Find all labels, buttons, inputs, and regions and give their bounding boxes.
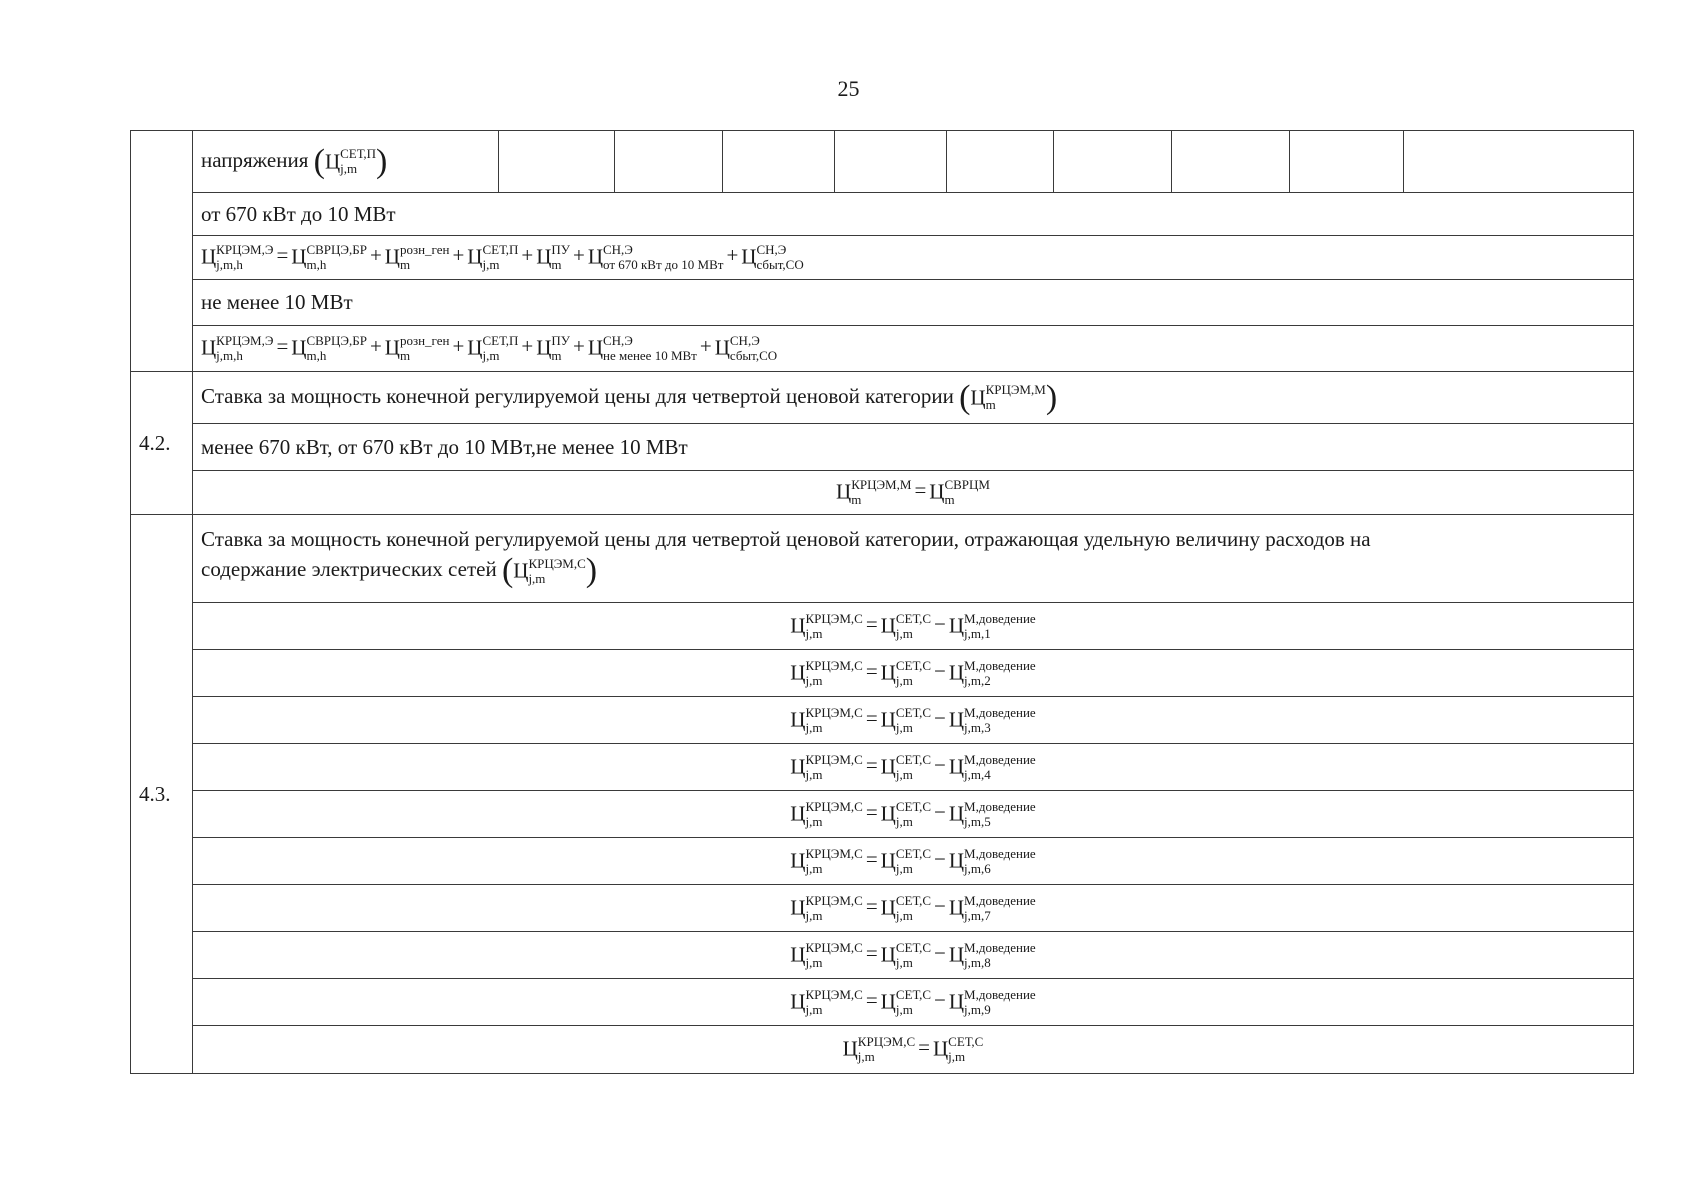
row-formula-a (131, 236, 1634, 280)
section-4-3-text-line2: содержание электрических сетей (201, 556, 497, 581)
formula-4-3-1: Ц КРЦЭМ,С j,m = Ц СЕТ,С j,m − Ц М,доведение j,m,1 (193, 603, 1634, 650)
empty-number-cell (131, 131, 193, 372)
cell-4-3-heading (193, 515, 1634, 603)
section-number-4-3: 4.3. (131, 515, 193, 1074)
row-not-less-10 (131, 280, 1634, 326)
row-4-3-formula-7 (131, 885, 1634, 932)
price-table (130, 130, 1634, 1074)
formula-a: Ц КРЦЭМ,Э j,m,h = Ц СВРЦЭ,БР m,h + Ц розн_ген m + Ц СЕТ,П j,m + Ц ПУ m + Ц СН,Э от 670 кВт до 10 МВт + Ц СН,Э сбыт,СО (193, 236, 1634, 280)
formula-4-3-3: Ц КРЦЭМ,С j,m = Ц СЕТ,С j,m − Ц М,доведение j,m,3 (193, 697, 1634, 744)
napryazheniya-text: напряжения (201, 147, 309, 172)
empty-cell (1172, 131, 1290, 193)
formula-set-p: (Ц СЕТ,П j,m ) (313, 142, 388, 180)
row-4-3-formula-4 (131, 744, 1634, 791)
empty-cell (1404, 131, 1634, 193)
empty-cell (1290, 131, 1404, 193)
row-4-3-formula-1 (131, 603, 1634, 650)
formula-4-2-symbol: (Ц КРЦЭМ,М m ) (959, 378, 1058, 416)
formula-4-3-final: Ц КРЦЭМ,С j,m = Ц СЕТ,С j,m (193, 1026, 1634, 1074)
empty-cell (723, 131, 835, 193)
row-4-2-subtext (131, 424, 1634, 471)
empty-cell (499, 131, 615, 193)
empty-cell (835, 131, 947, 193)
row-4-3-formula-8 (131, 932, 1634, 979)
row-4-3-formula-final (131, 1026, 1634, 1074)
cell-4-2-subtext: менее 670 кВт, от 670 кВт до 10 МВт,не менее 10 МВт (193, 424, 1634, 471)
empty-cell (947, 131, 1054, 193)
formula-4-3-6: Ц КРЦЭМ,С j,m = Ц СЕТ,С j,m − Ц М,доведение j,m,6 (193, 838, 1634, 885)
formula-4-3-5: Ц КРЦЭМ,С j,m = Ц СЕТ,С j,m − Ц М,доведение j,m,5 (193, 791, 1634, 838)
formula-4-3-2: Ц КРЦЭМ,С j,m = Ц СЕТ,С j,m − Ц М,доведение j,m,2 (193, 650, 1634, 697)
row-4-3-formula-6 (131, 838, 1634, 885)
cell-from-670: от 670 кВт до 10 МВт (193, 193, 1634, 236)
section-4-2-text: Ставка за мощность конечной регулируемой цены для четвертой ценовой категории (201, 383, 954, 408)
cell-4-2-heading (193, 372, 1634, 424)
formula-4-3-symbol: (Ц КРЦЭМ,С j,m ) (501, 552, 598, 589)
formula-4-3-4: Ц КРЦЭМ,С j,m = Ц СЕТ,С j,m − Ц М,доведение j,m,4 (193, 744, 1634, 791)
row-napryazheniya (131, 131, 1634, 193)
formula-4-3-7: Ц КРЦЭМ,С j,m = Ц СЕТ,С j,m − Ц М,доведение j,m,7 (193, 885, 1634, 932)
row-4-3-formula-2 (131, 650, 1634, 697)
section-number-4-2: 4.2. (131, 372, 193, 515)
row-4-3-formula-3 (131, 697, 1634, 744)
empty-cell (615, 131, 723, 193)
formula-4-3-9: Ц КРЦЭМ,С j,m = Ц СЕТ,С j,m − Ц М,доведение j,m,9 (193, 979, 1634, 1026)
row-4-2-heading (131, 372, 1634, 424)
formula-b: Ц КРЦЭМ,Э j,m,h = Ц СВРЦЭ,БР m,h + Ц розн_ген m + Ц СЕТ,П j,m + Ц ПУ m + Ц СН,Э не менее 10 МВт + Ц СН,Э сбыт,СО (193, 326, 1634, 372)
cell-not-less-10: не менее 10 МВт (193, 280, 1634, 326)
empty-cell (1054, 131, 1172, 193)
row-formula-b (131, 326, 1634, 372)
row-4-3-formula-5 (131, 791, 1634, 838)
formula-4-2: Ц КРЦЭМ,М m = Ц СВРЦМ m (193, 471, 1634, 515)
row-4-3-formula-9 (131, 979, 1634, 1026)
page-number: 25 (837, 76, 860, 101)
cell-napryazheniya (193, 131, 499, 193)
formula-4-3-8: Ц КРЦЭМ,С j,m = Ц СЕТ,С j,m − Ц М,доведение j,m,8 (193, 932, 1634, 979)
row-4-3-heading (131, 515, 1634, 603)
row-from-670 (131, 193, 1634, 236)
row-4-2-formula (131, 471, 1634, 515)
section-4-3-text-line1: Ставка за мощность конечной регулируемой цены для четвертой ценовой категории, отражающая удельную величину расходов на (201, 527, 1371, 551)
